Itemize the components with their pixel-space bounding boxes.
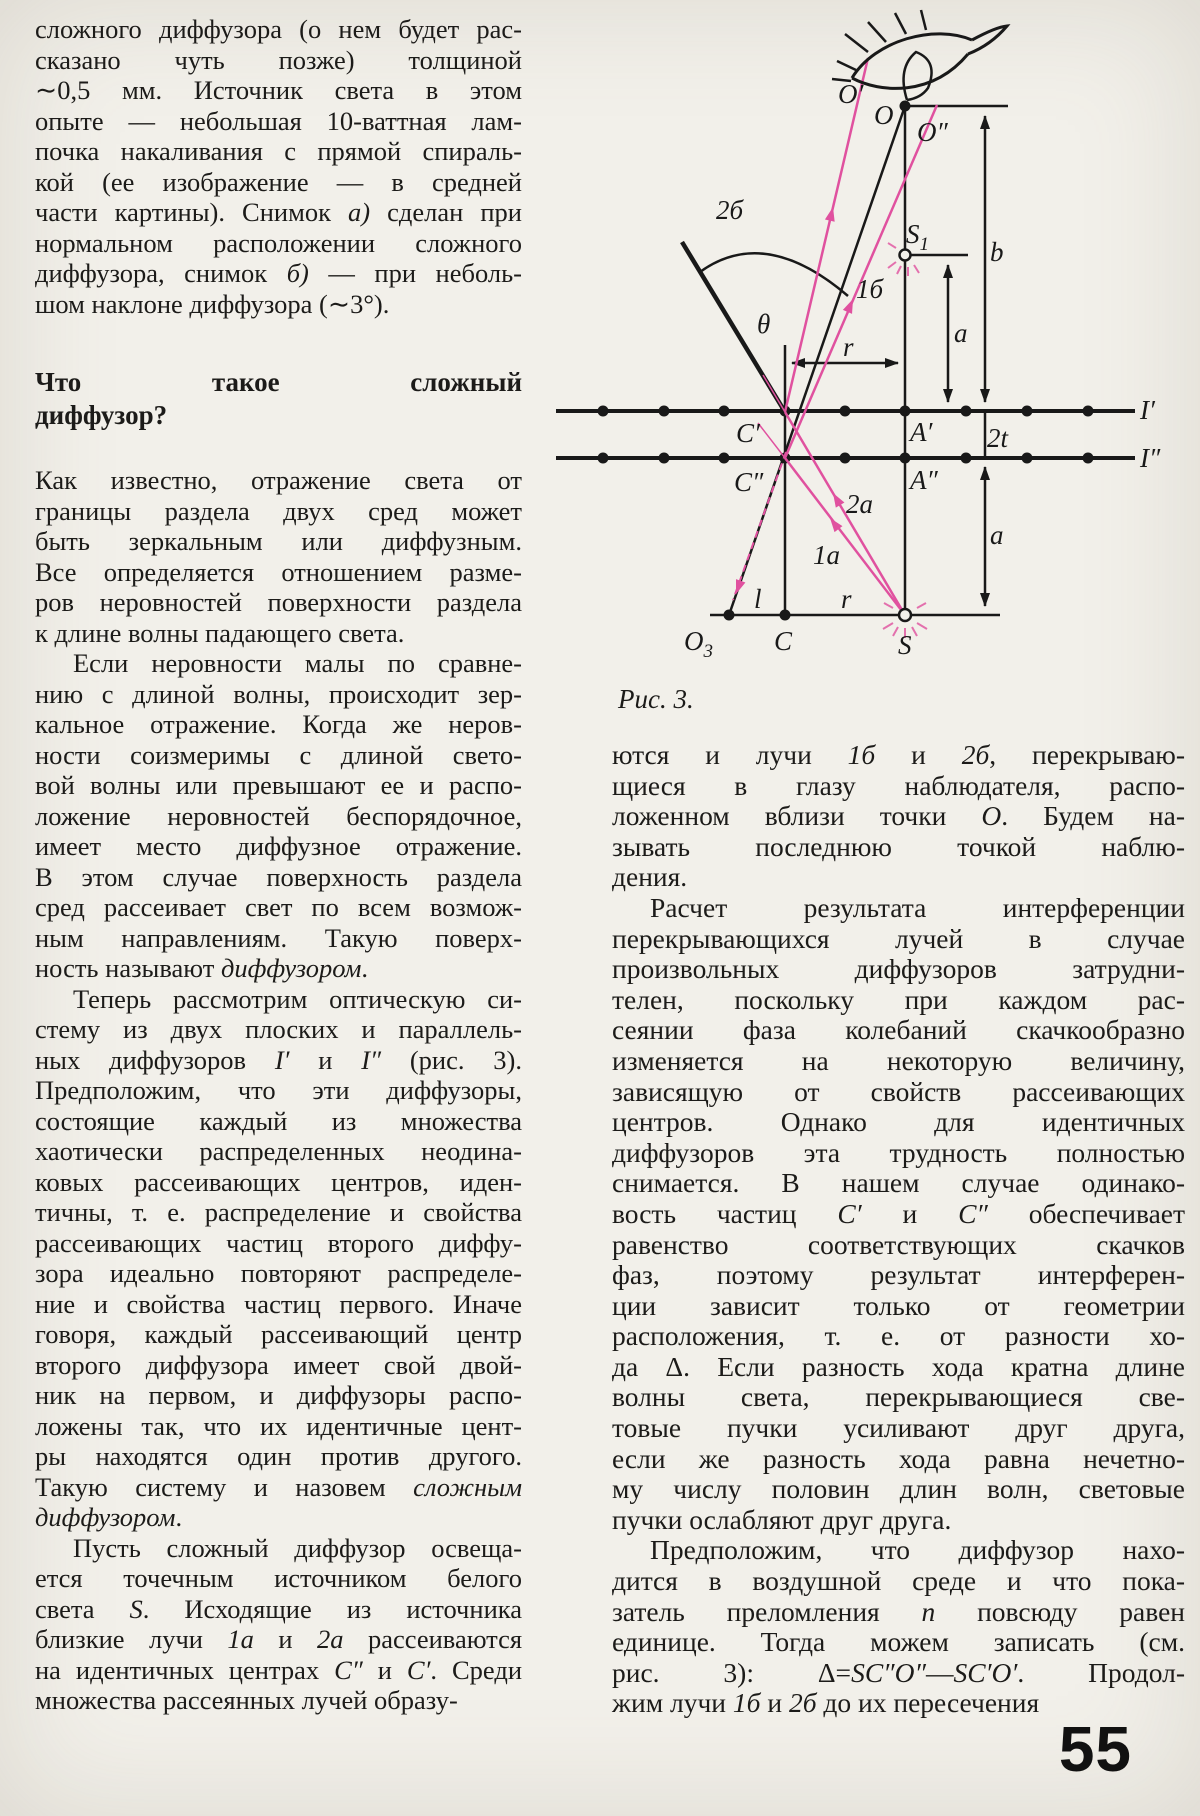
text-line: Как известно, отражение света от [35,465,522,495]
text-line: Что такое сложный [35,367,522,397]
text-line: говоря, каждый рассеивающий центр [35,1319,522,1349]
text-line: Предположим, что эти диффузоры, [35,1075,522,1105]
text-line: Теперь рассмотрим оптическую си- [73,983,522,1014]
figure-label: S [898,630,912,660]
text-line: части картины). Снимок а) сделан при [35,197,522,227]
text-line: волны света, перекрывающиеся све- [612,1381,1185,1413]
figure-caption: Рис. 3. [618,684,694,714]
text-line: ется точечным источником белого [35,1563,522,1593]
text-line: В этом случае поверхность раздела [35,861,522,892]
text-line: рассеивающих частиц второго диффу- [35,1227,522,1258]
figure-label: 1a [813,540,840,570]
figure-label: b [990,237,1004,267]
text-line: кой (ее изображение — в средней [35,166,522,197]
text-line: сложного диффузора (о нем будет рас- [35,14,522,44]
text-line: ры находятся один против другого. [35,1441,522,1471]
text-line: товые пучки усиливают друг друга, [612,1412,1185,1444]
paragraph [35,648,522,984]
text-line: затель преломления n повсюду равен [612,1595,1185,1627]
text-line: равенство соответствующих скачков [612,1228,1185,1260]
text-line: ложение неровностей беспорядочное, [35,800,522,831]
text-line: кальное отражение. Когда же неров- [35,709,522,739]
ray-arrowheads [731,206,857,596]
text-line: рис. 3): Δ=SC″O″—SC′O′. Продол- [612,1656,1186,1688]
figure-label: 1б [856,274,884,304]
figure-label: O′ [838,79,864,109]
figure-label: $S_1$ [906,219,929,255]
text-line: состоящие каждый из множества [35,1105,522,1136]
text-line: дится в воздушной среде и что пока- [612,1565,1185,1597]
text-line: шом наклоне диффузора (∼3°). [35,288,390,319]
text-line: произвольных диффузоров затрудни- [612,953,1185,985]
text-line: центров. Однако для идентичных [612,1106,1185,1138]
text-line: вость частиц C′ и C″ обеспечивает [612,1197,1186,1229]
figure-label: a [954,318,968,348]
text-line: нормальном расположении сложного [35,227,522,258]
figure-label: C″ [734,467,764,497]
text-line: ность называют диффузором. [35,953,369,983]
figure-label: O [874,100,894,130]
figure-label: I″ [1140,443,1161,473]
text-line: зора идеально повторяют распределе- [35,1258,522,1288]
text-line: Пусть сложный диффузор освеща- [73,1532,522,1563]
figure-label: A″ [910,465,938,495]
text-line: нию с длиной волны, происходит зер- [35,678,522,709]
text-line: опыте — небольшая 10-ваттная лам- [35,105,522,136]
text-line: единице. Тогда можем записать (см. [612,1626,1185,1658]
text-line: да Δ. Если разность хода кратна длине [612,1350,1185,1382]
paragraph [612,1535,1185,1719]
text-line: ∼0,5 мм. Источник света в этом [35,75,522,105]
text-line: света S. Исходящие из источника [35,1593,522,1624]
text-line: диффузора, снимок б) — при неболь- [35,258,522,288]
text-line: ложены так, что их идентичные цент- [35,1410,522,1441]
text-line: ковых рассеивающих центров, иден- [35,1166,522,1197]
text-line: второго диффузора имеет свой двой- [35,1349,522,1380]
paragraph [35,14,522,319]
text-line: ности соизмеримы с длиной свето- [35,739,522,770]
dimension-lines [792,116,985,606]
figure-label: O″ [917,117,948,147]
text-line: диффузором. [35,1502,183,1532]
text-line: зависящую от свойств рассеивающих [612,1075,1185,1107]
text-line: ложенном вблизи точки О. Будем на- [612,800,1185,832]
text-line: жим лучи 1б и 2б до их пересечения [612,1687,1040,1719]
text-line: щиеся в глазу наблюдателя, распо- [612,769,1185,801]
figure-label: a [990,520,1004,550]
text-line: сред рассеивает свет по всем возмож- [35,892,522,922]
diffuser-line-I-double-prime [556,453,1135,464]
section-heading [35,366,522,432]
text-line: границы раздела двух сред может [35,495,522,526]
text-line: пучки ослабляют друг друга. [612,1503,952,1535]
text-line: телен, поскольку при каждом рас- [612,983,1185,1015]
text-line: близкие лучи 1а и 2а рассеиваются [35,1624,523,1654]
figure-label: I′ [1140,395,1155,425]
paragraph [612,740,1185,893]
text-line: ным направлениям. Такую поверх- [35,922,522,953]
text-line: расположения, т. е. от разности хо- [612,1320,1185,1352]
text-line: дения. [612,861,688,893]
figure-label: l [754,584,762,614]
text-line: перекрывающихся лучей в случае [612,922,1185,954]
text-line: хаотически распределенных неодина- [35,1136,522,1166]
page-number: 55 [1058,1713,1132,1785]
text-line: вой волны или превышают ее и распо- [35,770,522,800]
text-line: к длине волны падающего света. [35,617,405,648]
figure-label: $O_3$ [684,626,713,662]
text-line: быть зеркальным или диффузным. [35,526,522,556]
text-line: множества рассеянных лучей образу- [35,1685,458,1715]
figure-label: C′ [736,418,760,448]
left-column [35,14,522,1716]
right-column [612,740,1185,1719]
text-line: фаз, поэтому результат интерферен- [612,1259,1185,1291]
figure-label: r [843,332,854,362]
text-line: зывать последнюю точкой наблю- [612,830,1185,862]
paragraph [35,465,522,648]
text-line: сеянии фаза колебаний скачкообразно [612,1014,1185,1046]
text-line: Расчет результата интерференции [650,891,1185,923]
figure-svg [530,0,1200,672]
text-line: Предположим, что диффузор нахо- [650,1534,1185,1566]
text-line: на идентичных центрах C″ и C′. Среди [35,1654,522,1685]
text-line: Такую систему и назовем сложным [35,1471,522,1502]
text-line: ние и свойства частиц первого. Иначе [35,1288,522,1319]
figure-label: 2t [987,423,1009,453]
figure-label: C [774,626,793,656]
figure-label: θ [757,309,771,339]
text-line: ров неровностей поверхности раздела [35,587,522,617]
text-line: изменяется на некоторую величину, [612,1044,1185,1076]
text-line: ных диффузоров I′ и I″ (рис. 3). [35,1044,522,1075]
figure-label: r [841,584,852,614]
text-line: диффузор? [35,400,168,430]
paragraph [612,893,1185,1535]
text-line: если же разность хода равна нечетно- [612,1442,1185,1474]
text-line: почка накаливания с прямой спираль- [35,136,522,166]
text-line: диффузоров эта трудность полностью [612,1136,1185,1168]
text-line: ник на первом, и диффузоры распо- [35,1380,522,1410]
text-line: стему из двух плоских и параллель- [35,1014,522,1044]
text-line: снимается. В нашем случае одинако- [612,1167,1185,1199]
figure-label: 2б [716,195,744,225]
figure-label: A′ [910,417,933,447]
paragraph [35,984,522,1533]
text-line: ются и лучи 1б и 2б, перекрываю- [612,739,1185,770]
text-line: му числу половин длин волн, световые [612,1473,1185,1505]
diffuser-line-I-prime [556,406,1135,417]
figure-label: 2a [846,489,873,519]
text-line: ции зависит только от геометрии [612,1289,1185,1321]
text-line: Все определяется отношением разме- [35,556,522,587]
text-line: сказано чуть позже) толщиной [35,44,522,75]
text-line: имеет место диффузное отражение. [35,831,522,861]
text-line: тичны, т. е. распределение и свойства [35,1197,522,1227]
paragraph [35,1533,522,1716]
text-line: Если неровности малы по сравне- [73,648,522,678]
